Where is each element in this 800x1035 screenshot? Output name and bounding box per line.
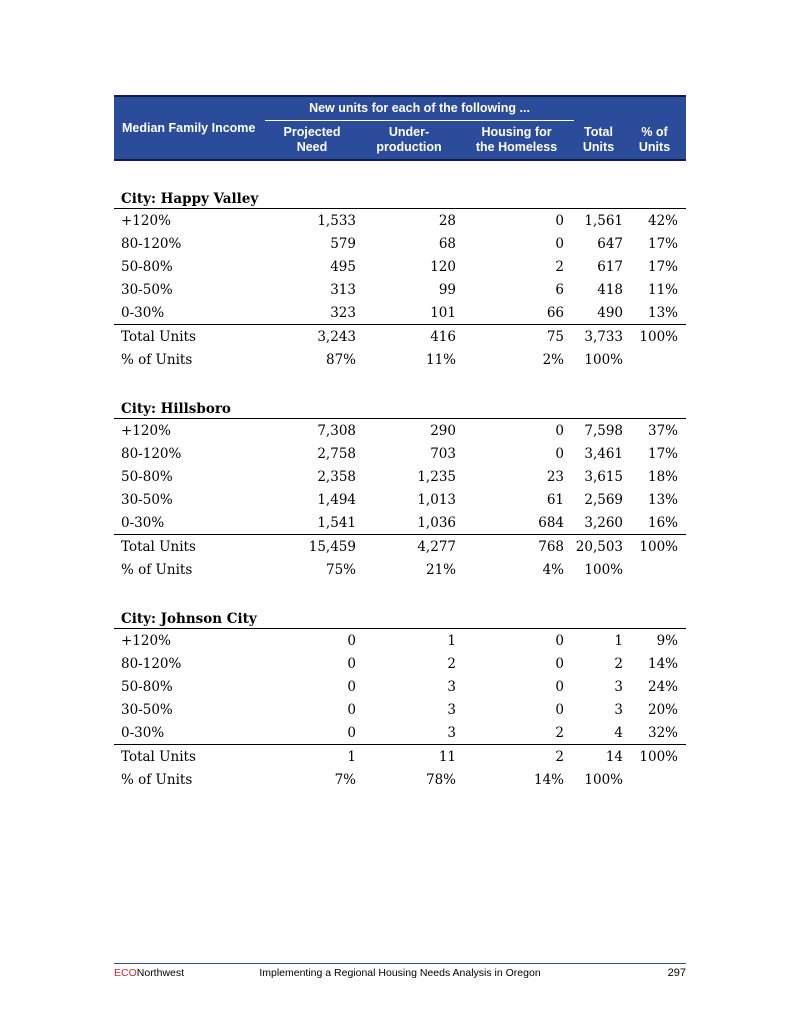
cell-homeless: 684 [459, 511, 574, 535]
cell-projected: 2,758 [317, 445, 356, 462]
total-units-row [114, 325, 686, 349]
row-label: Total Units [121, 538, 196, 555]
cell-projected: 7,308 [317, 422, 356, 439]
row-label: 50-80% [121, 468, 173, 485]
cell-projected: 15,459 [308, 538, 356, 555]
header-median-family-income: Median Family Income [114, 96, 265, 160]
income-band-row [114, 629, 686, 653]
cell-projected: 1,494 [317, 491, 356, 508]
cell-homeless: 0 [555, 678, 565, 695]
cell-homeless: 14% [534, 771, 565, 788]
cell-projected: 0 [347, 655, 356, 672]
cell-pct: 20% [648, 701, 679, 718]
header-housing-for-homeless: Housing for the Homeless [459, 121, 574, 161]
cell-homeless: 2% [542, 351, 565, 368]
row-label: 0-30% [114, 511, 265, 535]
row-label: % of Units [121, 561, 193, 578]
row-label: 30-50% [121, 701, 173, 718]
cell-homeless: 0 [555, 235, 565, 252]
page-number: 297 [667, 967, 686, 979]
city-heading-row [114, 604, 686, 629]
housing-needs-table [114, 95, 686, 791]
cell-total: 2,569 [584, 491, 624, 508]
cell-pct: 42% [648, 212, 679, 229]
cell-total: 2 [614, 655, 624, 672]
income-band-row [114, 652, 686, 675]
income-band-row [114, 675, 686, 698]
cell-pct [623, 768, 686, 791]
cell-pct: 100% [639, 328, 679, 345]
cell-pct: 37% [648, 422, 679, 439]
cell-pct [623, 558, 686, 581]
header-new-units-span: New units for each of the following ... [265, 96, 574, 121]
cell-under: 120 [430, 258, 456, 275]
row-label: 30-50% [121, 491, 173, 508]
cell-projected: 323 [265, 301, 359, 325]
cell-pct: 17% [648, 258, 679, 275]
cell-total: 100% [584, 561, 624, 578]
row-label: 30-50% [121, 281, 173, 298]
cell-total: 3,461 [584, 445, 624, 462]
row-label: +120% [121, 422, 171, 439]
cell-homeless: 4% [542, 561, 565, 578]
cell-pct: 14% [648, 655, 679, 672]
row-label: 0-30% [114, 301, 265, 325]
row-label: 80-120% [121, 235, 182, 252]
cell-under: 1,235 [417, 468, 456, 485]
cell-projected: 1,533 [317, 212, 356, 229]
cell-projected: 495 [330, 258, 356, 275]
cell-total: 3,615 [584, 468, 624, 485]
cell-homeless: 75 [546, 328, 565, 345]
cell-under: 11 [438, 748, 456, 765]
cell-under: 101 [359, 301, 459, 325]
cell-under: 4,277 [417, 538, 456, 555]
income-band-row [114, 255, 686, 278]
cell-total: 617 [597, 258, 624, 275]
cell-projected: 7% [334, 771, 356, 788]
cell-pct: 32% [623, 721, 686, 745]
income-band-row [114, 232, 686, 255]
cell-total: 100% [584, 351, 624, 368]
cell-under: 3 [447, 678, 456, 695]
cell-projected: 1,541 [265, 511, 359, 535]
cell-total: 3,733 [584, 328, 624, 345]
cell-under: 1 [447, 632, 456, 649]
cell-projected: 579 [330, 235, 356, 252]
total-units-row [114, 745, 686, 769]
income-band-row [114, 488, 686, 511]
cell-homeless: 768 [538, 538, 565, 555]
cell-under: 1,036 [359, 511, 459, 535]
cell-projected: 313 [330, 281, 356, 298]
row-label: 0-30% [114, 721, 265, 745]
cell-projected: 0 [347, 678, 356, 695]
cell-under: 78% [425, 771, 456, 788]
cell-homeless: 6 [555, 281, 565, 298]
header-percent-of-units: % of Units [623, 121, 686, 161]
income-band-row [114, 209, 686, 233]
percent-of-units-row [114, 348, 686, 371]
city-heading: City: Happy Valley [114, 184, 686, 209]
table-header [114, 96, 686, 160]
cell-pct: 100% [639, 748, 679, 765]
cell-total: 490 [574, 301, 623, 325]
cell-total: 3,260 [574, 511, 623, 535]
cell-pct: 16% [623, 511, 686, 535]
row-label: Total Units [121, 328, 196, 345]
cell-pct: 17% [648, 445, 679, 462]
cell-under: 290 [430, 422, 456, 439]
cell-pct: 13% [623, 301, 686, 325]
header-total-units: Total Units [574, 121, 623, 161]
cell-under: 68 [438, 235, 456, 252]
income-band-row [114, 278, 686, 301]
income-band-row [114, 721, 686, 745]
row-label: Total Units [121, 748, 196, 765]
income-band-row [114, 301, 686, 325]
cell-pct: 9% [656, 632, 679, 649]
city-heading: City: Hillsboro [114, 394, 686, 419]
cell-homeless: 0 [555, 422, 565, 439]
cell-total: 3 [614, 678, 624, 695]
document-title: Implementing a Regional Housing Needs Analysis in Oregon [259, 967, 541, 979]
cell-under: 11% [425, 351, 456, 368]
table-body [114, 160, 686, 791]
cell-total: 7,598 [584, 422, 624, 439]
header-projected-need: Projected Need [265, 121, 359, 161]
income-band-row [114, 698, 686, 721]
cell-total: 418 [597, 281, 624, 298]
income-band-row [114, 442, 686, 465]
cell-total: 20,503 [575, 538, 624, 555]
income-band-row [114, 419, 686, 443]
cell-homeless: 66 [459, 301, 574, 325]
econorthwest-logo: ECONorthwest [114, 967, 185, 979]
cell-projected: 2,358 [317, 468, 356, 485]
row-label: 50-80% [121, 678, 173, 695]
cell-total: 1 [614, 632, 624, 649]
city-heading-row [114, 184, 686, 209]
cell-homeless: 0 [555, 445, 565, 462]
cell-under: 28 [438, 212, 456, 229]
page-footer [114, 963, 686, 982]
cell-projected: 75% [325, 561, 356, 578]
cell-total: 1,561 [584, 212, 624, 229]
cell-projected: 0 [347, 632, 356, 649]
section-spacer [114, 371, 686, 394]
row-label: 80-120% [121, 655, 182, 672]
cell-homeless: 2 [555, 748, 565, 765]
cell-projected: 0 [265, 721, 359, 745]
cell-under: 3 [359, 721, 459, 745]
section-spacer [114, 160, 686, 184]
row-label: +120% [121, 212, 171, 229]
cell-pct: 13% [648, 491, 679, 508]
total-units-row [114, 535, 686, 559]
cell-total: 647 [597, 235, 624, 252]
header-underproduction: Under- production [359, 121, 459, 161]
cell-pct: 100% [639, 538, 679, 555]
cell-under: 1,013 [417, 491, 456, 508]
row-label: 50-80% [121, 258, 173, 275]
cell-projected: 0 [347, 701, 356, 718]
header-blank-cell [574, 96, 686, 121]
percent-of-units-row [114, 558, 686, 581]
cell-homeless: 0 [555, 212, 565, 229]
city-heading: City: Johnson City [114, 604, 686, 629]
city-heading-row [114, 394, 686, 419]
cell-under: 99 [438, 281, 456, 298]
cell-under: 2 [447, 655, 456, 672]
cell-pct: 11% [648, 281, 679, 298]
cell-total: 3 [614, 701, 624, 718]
cell-under: 416 [430, 328, 456, 345]
row-label: % of Units [121, 351, 193, 368]
cell-projected: 87% [325, 351, 356, 368]
row-label: 80-120% [121, 445, 182, 462]
section-spacer [114, 581, 686, 604]
cell-under: 3 [447, 701, 456, 718]
cell-projected: 3,243 [317, 328, 356, 345]
cell-homeless: 2 [555, 258, 565, 275]
income-band-row [114, 511, 686, 535]
cell-pct: 17% [648, 235, 679, 252]
cell-homeless: 2 [459, 721, 574, 745]
housing-needs-table-container [114, 95, 686, 791]
cell-homeless: 0 [555, 701, 565, 718]
cell-under: 21% [425, 561, 456, 578]
cell-homeless: 0 [555, 632, 565, 649]
cell-pct: 24% [648, 678, 679, 695]
row-label: +120% [121, 632, 171, 649]
cell-pct [623, 348, 686, 371]
percent-of-units-row [114, 768, 686, 791]
cell-homeless: 61 [546, 491, 565, 508]
cell-projected: 1 [347, 748, 356, 765]
income-band-row [114, 465, 686, 488]
cell-pct: 18% [648, 468, 679, 485]
cell-homeless: 23 [546, 468, 565, 485]
cell-homeless: 0 [555, 655, 565, 672]
cell-total: 100% [584, 771, 624, 788]
cell-under: 703 [430, 445, 456, 462]
cell-total: 4 [574, 721, 623, 745]
cell-total: 14 [605, 748, 624, 765]
row-label: % of Units [121, 771, 193, 788]
